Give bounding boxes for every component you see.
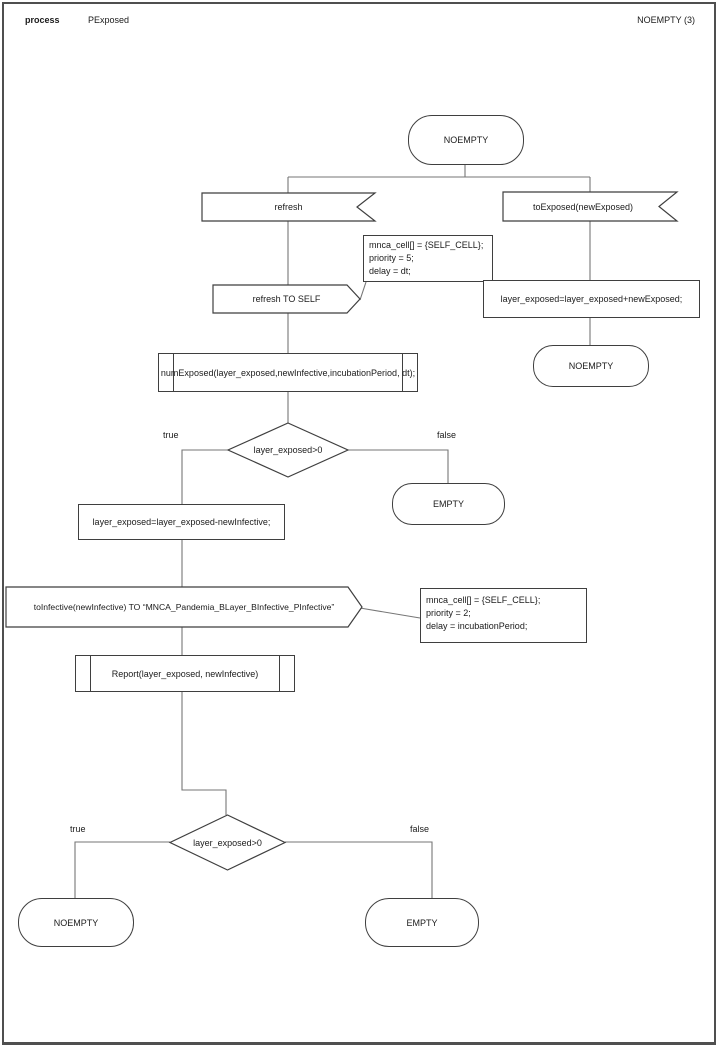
connector — [285, 842, 432, 898]
connector — [348, 450, 448, 483]
receive-refresh — [202, 193, 375, 221]
process-subtract-infective — [78, 504, 285, 540]
header-kind-label: process — [25, 15, 60, 25]
connector — [75, 842, 170, 898]
terminator-label: NOEMPTY — [568, 361, 614, 371]
note-line: priority = 2; — [426, 608, 471, 618]
process-add-exposed — [483, 280, 700, 318]
note-line: mnca_cell[] = {SELF_CELL}; — [426, 595, 541, 605]
branch-label-false: false — [437, 430, 457, 440]
note-line: priority = 5; — [369, 253, 414, 263]
note-line: delay = incubationPeriod; — [426, 621, 528, 631]
process-label: layer_exposed=layer_exposed-newInfective; — [92, 517, 271, 527]
receive-label: refresh — [274, 202, 303, 212]
branch-label-true: true — [163, 430, 179, 440]
terminator-label: NOEMPTY — [443, 135, 489, 145]
send-label: refresh TO SELF — [252, 294, 321, 304]
note-line: mnca_cell[] = {SELF_CELL}; — [369, 240, 484, 250]
connector — [182, 692, 226, 815]
terminator-noempty-right — [533, 345, 649, 387]
predefined-bar — [279, 656, 280, 691]
terminator-label: NOEMPTY — [53, 917, 99, 928]
terminator-empty-mid — [392, 483, 505, 525]
terminator-start-noempty — [408, 115, 524, 165]
terminator-empty-bottom — [365, 898, 479, 947]
process-label: numExposed(layer_exposed,newInfective,incubationPeriod, dt); — [160, 367, 416, 378]
note-infective-params — [420, 588, 587, 643]
page-title: PExposed — [88, 15, 130, 25]
process-label: Report(layer_exposed, newInfective) — [111, 668, 259, 679]
header-state-label: NOEMPTY (3) — [637, 15, 695, 25]
note-connector — [360, 608, 420, 618]
process-label: layer_exposed=layer_exposed+newExposed; — [500, 294, 683, 304]
predefined-bar — [90, 656, 91, 691]
terminator-noempty-bottom — [18, 898, 134, 947]
send-refresh-to-self — [213, 285, 360, 313]
decision-layer-exposed-top — [228, 423, 348, 477]
connector — [182, 450, 228, 504]
predefined-process-report — [75, 655, 295, 692]
decision-layer-exposed-bottom — [170, 815, 285, 870]
branch-label-true: true — [70, 824, 86, 834]
predefined-process-num-exposed — [158, 353, 418, 392]
note-refresh-params — [363, 235, 493, 282]
terminator-label: EMPTY — [406, 917, 438, 928]
terminator-label: EMPTY — [432, 499, 464, 509]
receive-to-exposed — [503, 192, 677, 221]
decision-condition: layer_exposed>0 — [253, 445, 323, 455]
note-connector — [360, 282, 366, 300]
receive-label: toExposed(newExposed) — [532, 201, 634, 212]
note-line: delay = dt; — [369, 266, 411, 276]
branch-label-false: false — [410, 824, 430, 834]
decision-condition: layer_exposed>0 — [193, 837, 262, 848]
send-label: toInfective(newInfective) TO “MNCA_Pandemia_BLayer_BInfective_PInfective” — [33, 602, 335, 612]
send-to-infective — [6, 587, 362, 627]
